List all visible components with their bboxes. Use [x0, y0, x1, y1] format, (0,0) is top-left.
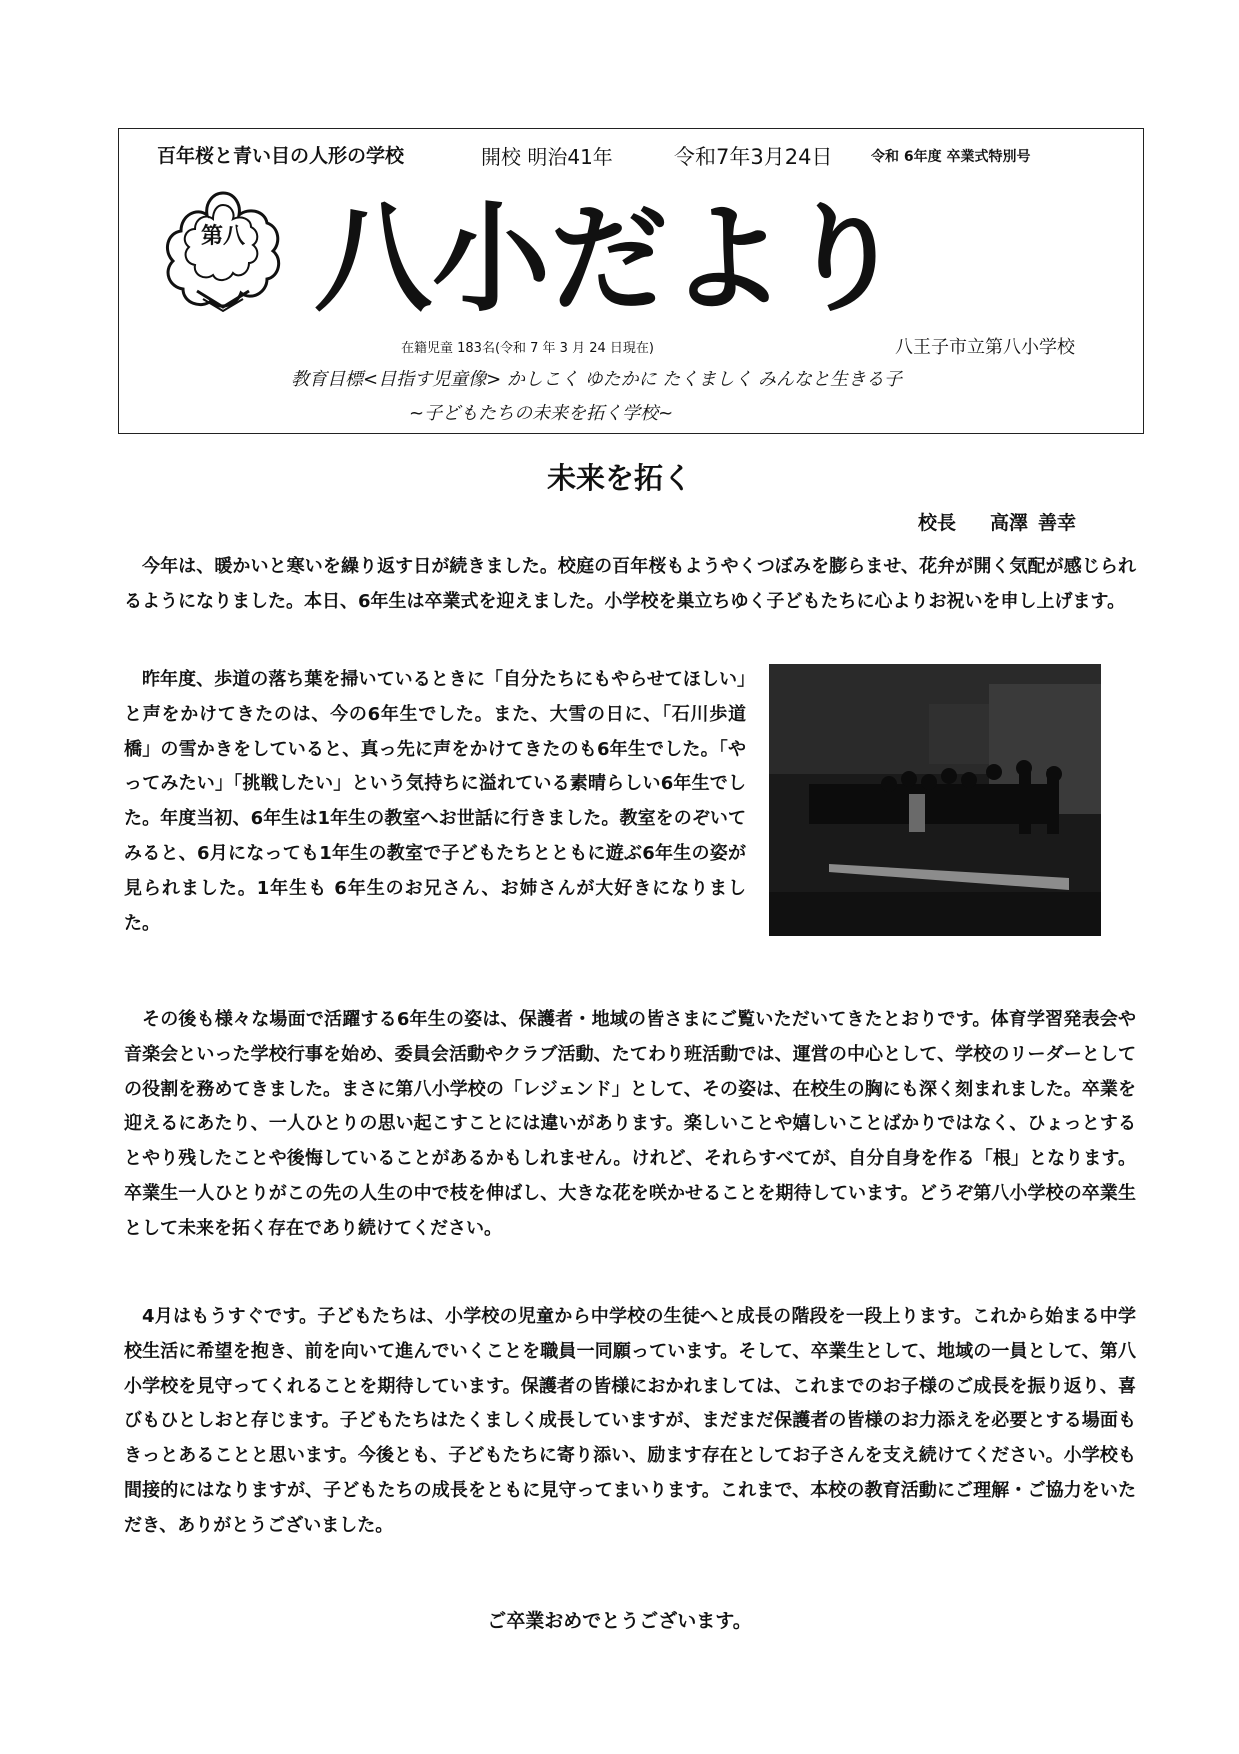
- graduation-ceremony-photo: [769, 664, 1101, 936]
- article-title: 未来を拓く: [546, 461, 692, 495]
- emblem-text: 第八: [200, 223, 246, 249]
- newsletter-title: 八小だより: [314, 189, 905, 328]
- issue-date: 令和7年3月24日: [674, 145, 833, 169]
- author-line: [918, 508, 1076, 535]
- author-role: 校長: [918, 512, 957, 534]
- school-subtitle: ~子どもたちの未来を拓く学校~: [409, 403, 674, 424]
- author-family-name: 高澤: [990, 512, 1029, 534]
- article-paragraph-1: 今年は、暖かいと寒いを繰り返す日が続きました。校庭の百年桜もようやくつぼみを膨らませ、花弁が開く気配が感じられるようになりました。本日、6年生は卒業式を迎えました。小学校を巣立ちゆく子どもたちに心よりお祝いを申し上げます。: [124, 556, 1136, 612]
- closing-message: ご卒業おめでとうございます。: [487, 1610, 752, 1632]
- founded-year: 開校 明治41年: [481, 145, 613, 169]
- article-paragraph-4: 4月はもうすぐです。子どもたちは、小学校の児童から中学校の生徒へと成長の階段を一段上ります。これから始まる中学校生活に希望を抱き、前を向いて進んでいくことを職員一同願っています。そして、卒業生として、地域の一員として、第八小学校を見守ってくれることを期待しています。保護者の皆様におかれましては、これまでのお子様のご成長を振り返り、喜びもひとしおと存じます。子どもたちはたくましく成長していますが、まだまだ保護者の皆様のお力添えを必要とする場面もきっとあることと思います。今後とも、子どもたちに寄り添い、励ます存在としてお子さんを支え続けてください。小学校も間接的にはなりますが、子どもたちの成長をともに見守ってまいります。これまで、本校の教育活動にご理解・ご協力をいただき、ありがとうございました。: [124, 1306, 1136, 1536]
- author-given-name: 善幸: [1038, 512, 1077, 534]
- school-emblem-icon: [157, 187, 289, 319]
- school-motto: 百年桜と青い目の人形の学校: [157, 145, 405, 167]
- school-name: 八王子市立第八小学校: [895, 337, 1075, 358]
- article-paragraph-2: 昨年度、歩道の落ち葉を掃いているときに「自分たちにもやらせてほしい」と声をかけてきたのは、今の6年生でした。また、大雪の日に、「石川歩道橋」の雪かきをしていると、真っ先に声をかけてきたのも6年生でした。「やってみたい」「挑戦したい」という気持ちに溢れている素晴らしい6年生でした。年度当初、6年生は1年生の教室へお世話に行きました。教室をのぞいてみると、6月になっても1年生の教室で子どもたちとともに遊ぶ6年生の姿が見られました。1年生も 6年生のお兄さん、お姉さんが大好きになりました。: [124, 669, 746, 934]
- newsletter-header: [118, 128, 1144, 434]
- educational-goal: 教育目標<目指す児童像> かしこく ゆたかに たくましく みんなと生きる子: [291, 369, 903, 390]
- article-paragraph-3: その後も様々な場面で活躍する6年生の姿は、保護者・地域の皆さまにご覧いただいてきたとおりです。体育学習発表会や音楽会といった学校行事を始め、委員会活動やクラブ活動、たてわり班活動では、運営の中心として、学校のリーダーとしての役割を務めてきました。まさに第八小学校の「レジェンド」として、その姿は、在校生の胸にも深く刻まれました。卒業を迎えるにあたり、一人ひとりの思い起こすことには違いがあります。楽しいことや嬉しいことばかりではなく、ひょっとするとやり残したことや後悔していることがあるかもしれません。けれど、それらすべてが、自分自身を作る「根」となります。卒業生一人ひとりがこの先の人生の中で枝を伸ばし、大きな花を咲かせることを期待しています。どうぞ第八小学校の卒業生として未来を拓く存在であり続けてください。: [124, 1009, 1136, 1239]
- special-issue-label: 令和 6年度 卒業式特別号: [871, 149, 1031, 165]
- student-count: 在籍児童 183名(令和 7 年 3 月 24 日現在): [401, 341, 654, 356]
